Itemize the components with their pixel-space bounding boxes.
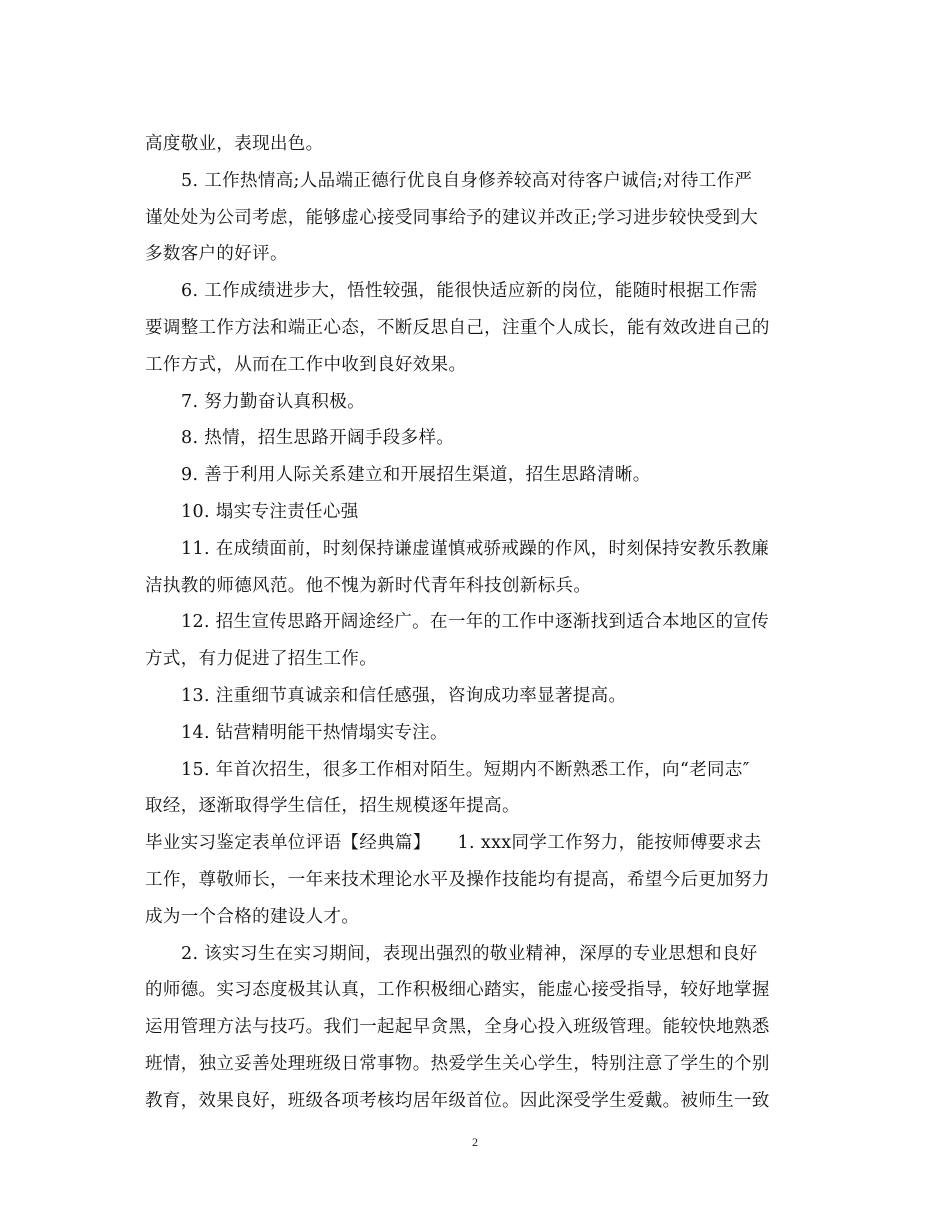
page-number: 2: [472, 1135, 478, 1149]
text-line: 工作方式，从而在工作中收到良好效果。: [145, 354, 467, 375]
text-line: 的师德。实习态度极其认真，工作积极细心踏实，能虚心接受指导，较好地掌握: [145, 980, 770, 1001]
text-line: 取经，逐渐取得学生信任，招生规模逐年提高。: [145, 796, 520, 817]
text-line: 15. 年首次招生，很多工作相对陌生。短期内不断熟悉工作，向“老同志″: [181, 759, 750, 780]
text-line: 班情，独立妥善处理班级日常事物。热爱学生关心学生，特别注意了学生的个别: [145, 1053, 770, 1074]
text-line: 要调整工作方法和端正心态，不断反思自己，注重个人成长，能有效改进自己的: [145, 317, 770, 338]
section-heading-line: 毕业实习鉴定表单位评语【经典篇】 1. xxx同学工作努力，能按师傅要求去: [145, 833, 762, 854]
text-line: 9. 善于利用人际关系建立和开展招生渠道，招生思路清晰。: [181, 465, 651, 486]
text-line: 教育，效果良好，班级各项考核均居年级首位。因此深受学生爱戴。被师生一致: [145, 1090, 770, 1111]
text-line: 多数客户的好评。: [145, 244, 288, 265]
text-line: 6. 工作成绩进步大，悟性较强，能很快适应新的岗位，能随时根据工作需: [181, 281, 758, 302]
text-line: 8. 热情，招生思路开阔手段多样。: [181, 428, 455, 449]
text-line: 成为一个合格的建设人才。: [145, 906, 360, 927]
text-line: 13. 注重细节真诚亲和信任感强，咨询成功率显著提高。: [181, 685, 627, 706]
body-text: [145, 126, 810, 1120]
text-line: 5. 工作热情高;人品端正德行优良自身修养较高对待客户诚信;对待工作严: [181, 170, 753, 191]
text-line: 洁执教的师德风范。他不愧为新时代青年科技创新标兵。: [145, 575, 592, 596]
text-line: 方式，有力促进了招生工作。: [145, 649, 378, 670]
text-line: 7. 努力勤奋认真积极。: [181, 391, 365, 412]
text-line: 12. 招生宣传思路开阔途经广。在一年的工作中逐渐找到适合本地区的宣传: [181, 612, 770, 633]
text-line: 11. 在成绩面前，时刻保持谦虚谨慎戒骄戒躁的作风，时刻保持安教乐教廉: [181, 538, 770, 559]
text-line: 高度敬业，表现出色。: [145, 134, 324, 154]
text-line: 2. 该实习生在实习期间，表现出强烈的敬业精神，深厚的专业思想和良好: [181, 943, 758, 964]
text-line: 10. 塌实专注责任心强: [181, 501, 359, 522]
text-line: 14. 钻营精明能干热情塌实专注。: [181, 722, 448, 743]
text-line: 谨处处为公司考虑，能够虚心接受同事给予的建议并改正;学习进步较快受到大: [145, 207, 759, 228]
text-line: 运用管理方法与技巧。我们一起起早贪黑，全身心投入班级管理。能较快地熟悉: [145, 1017, 770, 1038]
text-line: 工作，尊敬师长，一年来技术理论水平及操作技能均有提高，希望今后更加努力: [145, 869, 770, 890]
